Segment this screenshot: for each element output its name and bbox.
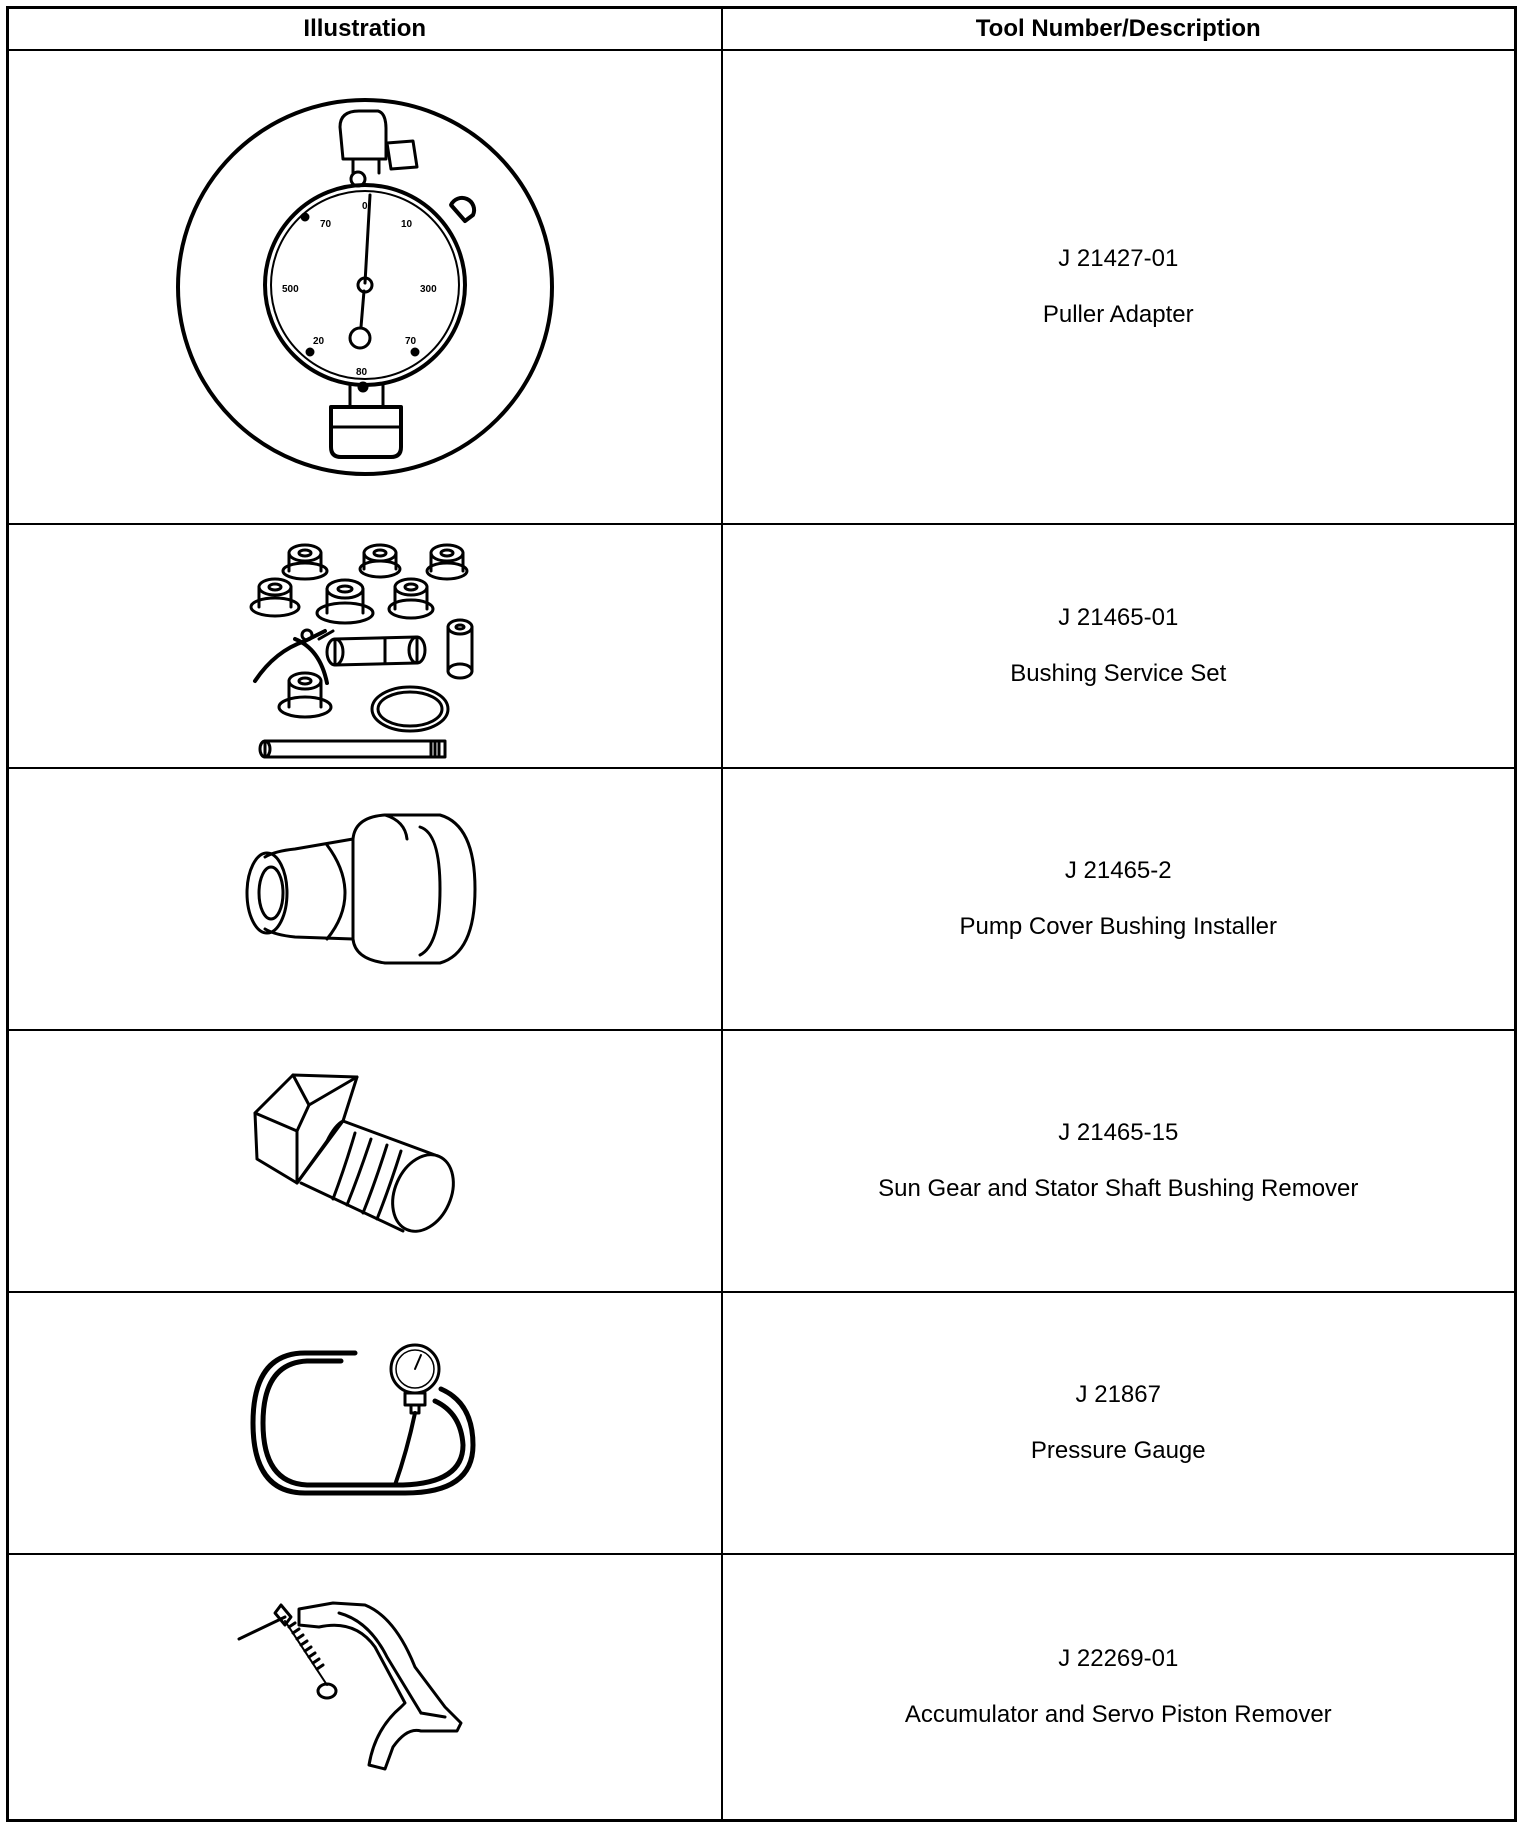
tool-description-cell (722, 1030, 1516, 1292)
illustration-cell (8, 1292, 722, 1554)
bushing-set-icon (235, 531, 495, 761)
svg-text:20: 20 (312, 336, 324, 347)
bushing-piece (283, 545, 327, 579)
tool-description: Puller Adapter (1042, 301, 1194, 328)
table-row (8, 1292, 1516, 1554)
tool-number: J 21465-2 (1064, 857, 1172, 884)
tool-number: J 21465-15 (1058, 1119, 1179, 1146)
tool-description: Accumulator and Servo Piston Remover (904, 1700, 1332, 1728)
illustration-cell (8, 1554, 722, 1820)
tool-number: J 21867 (1075, 1381, 1161, 1408)
tool-number: J 21465-01 (1058, 604, 1179, 631)
column-header-illustration: Illustration (8, 8, 722, 51)
svg-text:10: 10 (400, 219, 412, 230)
tool-description: Sun Gear and Stator Shaft Bushing Remover (878, 1175, 1359, 1202)
svg-text:70: 70 (319, 219, 331, 230)
svg-text:0: 0 (361, 201, 368, 212)
tool-description-cell (722, 524, 1516, 768)
svg-text:500: 500 (281, 284, 299, 295)
bushing-installer-icon (235, 809, 495, 989)
svg-text:80: 80 (355, 367, 367, 378)
tool-number: J 22269-01 (1058, 1644, 1179, 1672)
tool-description-cell (722, 50, 1516, 524)
tool-number: J 21427-01 (1058, 245, 1179, 272)
dial-indicator-icon (165, 87, 565, 487)
table-row (8, 50, 1516, 524)
table-header-row (8, 8, 1516, 51)
illustration-cell (8, 524, 722, 768)
tool-description: Pressure Gauge (1030, 1437, 1206, 1464)
table-row (8, 1030, 1516, 1292)
piston-remover-icon (235, 1597, 495, 1777)
bushing-remover-icon (235, 1071, 495, 1251)
special-tools-table (6, 6, 1517, 1822)
illustration-cell (8, 50, 722, 524)
table-row (8, 524, 1516, 768)
table-row (8, 768, 1516, 1030)
column-header-tool: Tool Number/Description (722, 8, 1516, 51)
tool-description-cell (722, 1554, 1516, 1820)
tool-description-cell (722, 768, 1516, 1030)
tool-description: Bushing Service Set (1010, 660, 1227, 687)
illustration-cell (8, 768, 722, 1030)
illustration-cell (8, 1030, 722, 1292)
pressure-gauge-icon (245, 1333, 485, 1513)
tool-description-cell (722, 1292, 1516, 1554)
table-row (8, 1554, 1516, 1820)
svg-text:70: 70 (404, 336, 416, 347)
svg-text:300: 300 (419, 284, 437, 295)
tool-description: Pump Cover Bushing Installer (959, 913, 1277, 940)
